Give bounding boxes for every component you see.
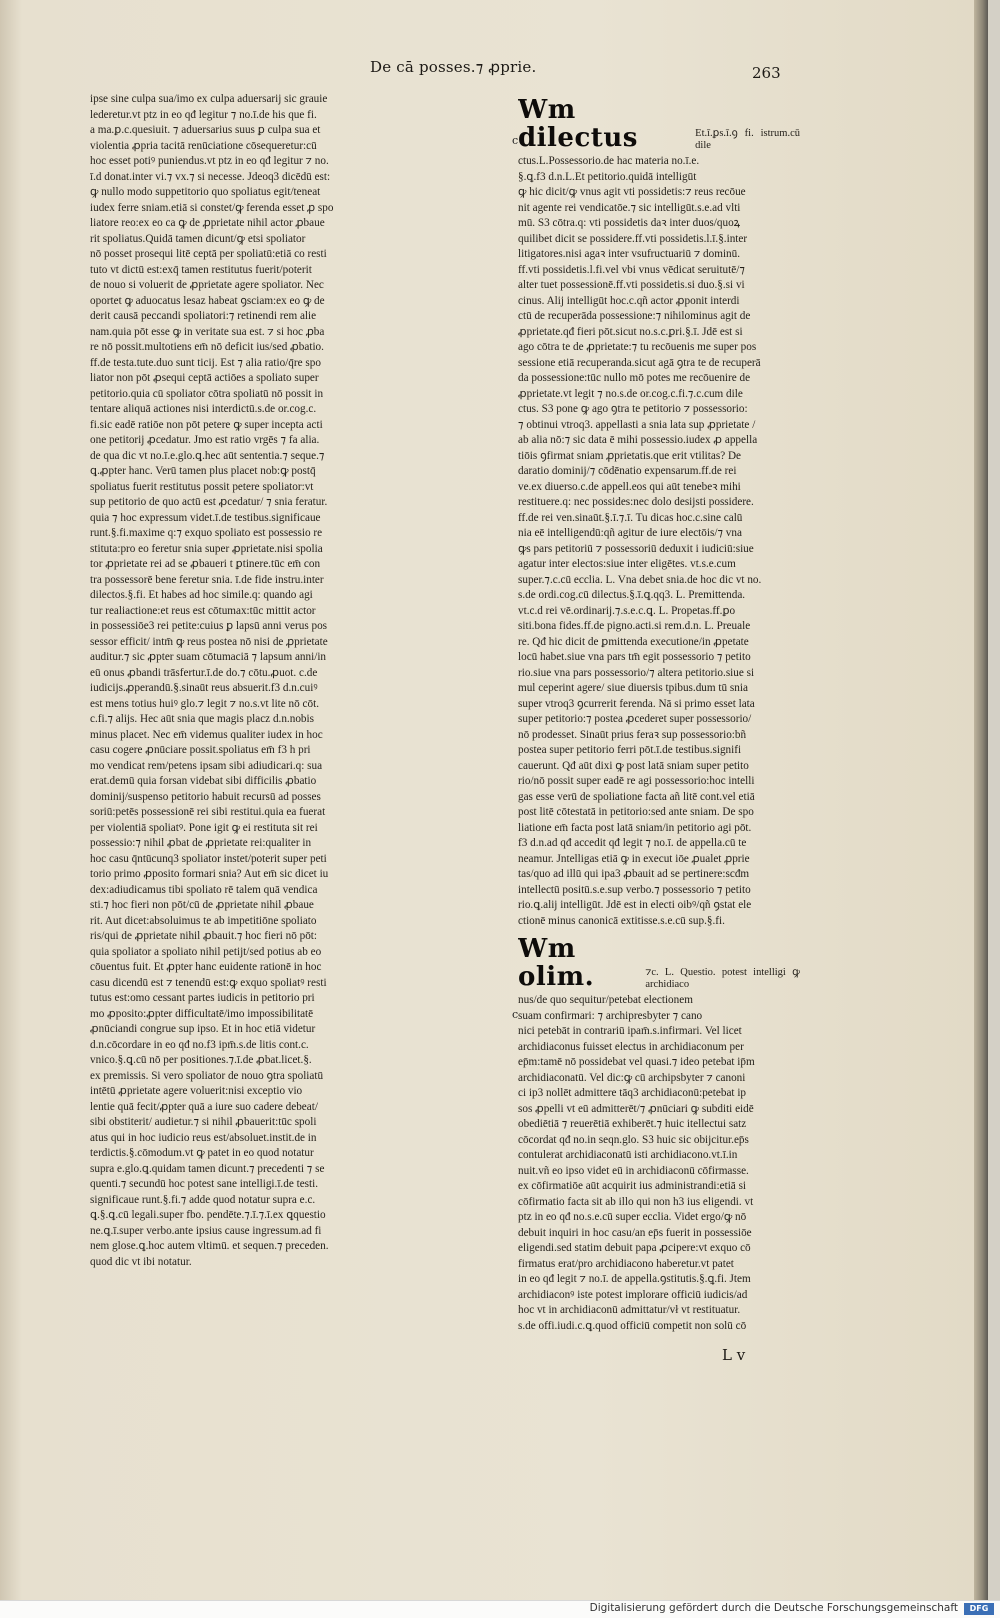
rubric-initial-2: Wm olim.	[518, 934, 595, 992]
running-title: De cā posses.⁊ ꝓprie.	[370, 58, 537, 76]
right-block-2-line: eligendi.sed statim debuit papa ꝓcipere:vt exquo cō	[518, 1242, 751, 1254]
left-column-lines-line: dex:adiudicamus tibi spoliato rē talem quā vendica	[90, 883, 318, 896]
right-block-1-line: nit agente rei vendicatōe.⁊ sic intelligūt.s.e.ad vlti	[518, 201, 741, 214]
right-block-1-line: agatur inter electos:siue inter eligētes. vt.s.e.cum	[518, 558, 736, 570]
left-column-lines-line: spoliatus fuerit restitutus possit petere spoliator:vt	[90, 480, 314, 493]
left-column-lines-line: ꝗ.ꝓpter hanc. Verū tamen plus placet nob:ꝙ postq̄	[90, 465, 316, 477]
right-block-1-line: cinus. Alij intelligūt hoc.c.qñ actor ꝓponit interdi	[518, 294, 740, 307]
margin-letter-2: c	[512, 1008, 519, 1021]
right-block-1-line: tas/quo ad illū qui ipa3 ꝓbauit ad se pertinere:scđm	[518, 868, 750, 880]
left-column-lines-line: casu cogere ꝓnūciare possit.spoliatus em̄ f3 h pri	[90, 744, 311, 756]
right-block-2-line: ep̄m:tamē nō possidebat vel quasi.⁊ ideo petebat ip̄m	[518, 1056, 755, 1068]
left-column-lines-line: nem glose.ꝗ.hoc autem vltimū. et sequen.⁊ preceden.	[90, 1240, 329, 1252]
left-column-lines-line: c.fi.⁊ alijs. Hec aūt snia que magis placz d.n.nobis	[90, 713, 314, 725]
right-block-1-line: da possessione:tūc nullo mō potes me recōuenire de	[518, 372, 751, 384]
left-column-lines-line: sup petitorio de quo actū est ꝓcedatur/ ⁊ snia feratur.	[90, 496, 328, 508]
left-column-lines-line: mo vendicat rem/petens ipsam sibi adiudicari.q: sua	[90, 759, 323, 772]
left-column-lines-line: auditur.⁊ sic ꝓpter suam cōtumaciā ⁊ lapsum anni/in	[90, 651, 327, 663]
left-column-lines-line: tor ꝓprietate rei ad se ꝓbaueri t ꝑtinere.tūc em̄ con	[90, 558, 321, 570]
right-block-1-line: quilibet dicit se possidere.ff.vti possidetis.l.ī.§.inter	[518, 232, 748, 245]
left-column-lines-line: nam.quia pōt esse ꝙ in veritate sua est. ⁊ si hoc ꝓba	[90, 325, 325, 338]
right-block-2-line: firmatus erat/pro archidiacono haberetur.vt patet	[518, 1257, 734, 1270]
right-block-2-line: archidiaconus fuisset electus in archidiaconum per	[518, 1040, 744, 1053]
right-block-1-line: siti.bona fides.ff.de pigno.acti.si rem.d.n. L. Preuale	[518, 620, 751, 632]
left-column-lines-line: sibi obstiterit/ audietur.⁊ si nihil ꝓbauerit:tūc spoli	[90, 1116, 317, 1128]
digitization-footer	[0, 1600, 1000, 1618]
left-column-lines-line: sessor efficit/ intm̄ ꝙ reus postea nō nisi de ꝓprietate	[90, 635, 328, 648]
left-column-lines-line: terdictis.§.cōmodum.vt ꝙ patet in eo quod notatur	[90, 1147, 314, 1159]
rubric-1-tail: Et.ī.ꝑs.ī.ꝯ fi. istrum.cū dile	[695, 128, 800, 151]
right-block-2-line: ptz in eo qđ no.s.e.cū super ecclia. Videt ergo/ꝙ nō	[518, 1211, 747, 1223]
right-block-2-line: obediētiā ⁊ reuerētiā exhiberēt.⁊ huic itellectui satz	[518, 1118, 747, 1130]
left-column-lines-line: tra possessorē bene feretur snia. ī.de fide instru.inter	[90, 573, 324, 586]
right-block-1-line: nō prodesset. Sinaūt prius feraꝛ sup possessorio:bñ	[518, 728, 747, 741]
right-block-2-line: ci ip3 nollēt admittere tāq3 archidiaconū:petebat ip	[518, 1087, 747, 1099]
right-block-2-line: cōcordat qđ no.in seqn.glo. S3 huic sic obijcitur.ep̄s	[518, 1133, 749, 1146]
left-column-lines-line: in possessiōe3 rei petite:cuius ꝑ lapsū anni verus pos	[90, 620, 328, 632]
left-column-lines-line: rit spoliatus.Quidā tamen dicunt/ꝙ etsi spoliator	[90, 232, 306, 245]
left-column-lines-line: ꝓnūciandi congrue sup ipso. Et in hoc etiā videtur	[90, 1023, 316, 1035]
left-column-lines-line: d.n.cōcordare in eo qđ no.f3 ipm̄.s.de litis cont.c.	[90, 1038, 309, 1051]
right-block-1-line: ff.vti possidetis.l.fi.vel vbi vnus vēdicat seruitutē/⁊	[518, 263, 745, 276]
left-column-lines-line: iudex ferre sniam.etiā si constet/ꝙ ferenda esset ꝓ spo	[90, 201, 334, 214]
left-column-lines-line: erat.demū quia forsan videbat sibi difficilis ꝓbatio	[90, 775, 317, 787]
left-column-lines-line: liator non pōt ꝓsequi ceptā actiōes a spoliato super	[90, 372, 319, 384]
right-block-1-line: rio.siue vna pars possessorio/⁊ altera petitorio.siue si	[518, 666, 755, 679]
rubric-initial-1: Wm dilectus	[518, 95, 638, 153]
right-block-1-line: post litē cōtestatā in petitorio:sed ante sniam. De spo	[518, 806, 754, 818]
left-column-lines-line: oportet ꝙ aduocatus lesaz habeat ꝯsciam:ex eo ꝙ de	[90, 294, 325, 307]
left-column-lines-line: de nouo si voluerit de ꝓprietate agere spoliator. Nec	[90, 279, 324, 291]
left-column-lines-line: ipse sine culpa sua/imo ex culpa aduersarij sic grauie	[90, 93, 328, 105]
left-column-lines-line: ī.d donat.inter vi.⁊ vx.⁊ si necesse. Jdeoq3 dicēdū est:	[90, 170, 331, 183]
right-block-2-line: nus/de quo sequitur/petebat electionem	[518, 994, 693, 1006]
right-block-2-line: nici petebāt in contrariū ipam̄.s.infirmari. Vel licet	[518, 1025, 742, 1037]
right-block-1-line: re. Qđ hic dicit de ꝑmittenda executione/in ꝓpetate	[518, 635, 749, 648]
left-column-lines-line: violentia ꝓpria tacitā renūciatione cōsequeretur:cū	[90, 139, 317, 152]
footer-credit: Digitalisierung gefördert durch die Deutsche Forschungsgemeinschaft	[589, 1602, 958, 1614]
right-block-1-line: liatione em̄ facta post latā sniam/in petitorio agi pōt.	[518, 821, 752, 834]
commentary-block-2	[518, 993, 800, 1332]
left-column-lines-line: a ma.ꝑ.c.quesiuit. ⁊ aduersarius suus ꝑ culpa sua et	[90, 124, 321, 136]
signature-mark: L v	[722, 1346, 746, 1364]
right-block-1-line: ꝙs pars petitoriū ⁊ possessoriū deduxit i iudiciū:siue	[518, 542, 754, 555]
left-column-lines-line: de qua dic vt no.ī.e.glo.ꝗ.hec aūt sententia.⁊ seque.⁊	[90, 449, 325, 462]
right-block-1-line: cauerunt. Qđ aūt dixi ꝙ post latā sniam super petito	[518, 759, 749, 772]
left-column-lines-line: soriū:petēs possessionē rei sibi restitui.quia ea fuerat	[90, 806, 326, 818]
left-column-lines-line: quia spoliator a spoliato nihil petijt/sed potius ab eo	[90, 945, 322, 958]
left-column-lines-line: lentie quā fecit/ꝓpter quā a iure suo cadere debeat/	[90, 1100, 318, 1113]
right-block-1-line: locū habet.siue vna pars tm̄ egit possessorio ⁊ petito	[518, 651, 751, 663]
left-column-lines-line: torio primo ꝓposito formari snia? Aut em̄ sic dicet iu	[90, 868, 329, 880]
left-column-lines-line: ff.de testa.tute.duo sunt ticij. Est ⁊ alia ratio/q̄re spo	[90, 356, 321, 369]
right-block-1-line: super petitorio:⁊ postea ꝓcederet super possessorio/	[518, 713, 752, 725]
right-block-1-line: postea super petitorio ferri pōt.ī.de testibus.signifi	[518, 744, 742, 756]
right-block-1-line: tiōis ꝯfirmat sniam ꝓprietatis.que erit vtilitas? De	[518, 449, 742, 462]
left-column-lines-line: nō posset prosequi litē ceptā per spoliatū:etiā co resti	[90, 248, 327, 260]
right-block-1-line: neamur. Jntelligas etiā ꝙ in execut iōe ꝓualet ꝓprie	[518, 852, 750, 865]
left-column-lines-line: cōuentus fuit. Et ꝓpter hanc euidente rationē in hoc	[90, 961, 322, 973]
right-block-1-line: rio.ꝗ.alij intelligūt. Jdē est in electi oibꝰ/qñ ꝯstat ele	[518, 899, 752, 911]
right-block-2-line: archidiaconatū. Vel dic:ꝙ cū archipsbyter ⁊ canoni	[518, 1071, 746, 1084]
left-column-lines-line: significaue runt.§.fi.⁊ adde quod notatur supra e.c.	[90, 1193, 316, 1206]
left-column-lines-line: intētū ꝓprietate agere voluerit:nisi exceptio vio	[90, 1085, 303, 1097]
left-column-lines-line: liatore reo:ex eo ca ꝙ de ꝓprietate nihil actor ꝓbaue	[90, 217, 325, 229]
right-block-1-line: ꝓprietate.qđ fieri pōt.sicut no.s.c.ꝑri.§.ī. Jdē est si	[518, 325, 743, 338]
left-column-lines-line: derit causā peccandi spoliatori:⁊ retinendi rem alie	[90, 310, 317, 322]
left-column-lines-line: eū onus ꝓbandi trāsfertur.ī.de do.⁊ cōtu.ꝓuot. c.de	[90, 666, 318, 679]
right-block-1-line: super vtroq3 ꝯcurrerit ferenda. Nā si primo esset lata	[518, 697, 755, 710]
left-column-lines-line: per violentiā spoliatꝰ. Pone igit ꝙ ei restituta sit rei	[90, 821, 318, 834]
rubric-heading-2	[518, 935, 800, 991]
left-column-lines-line: ne.ꝗ.ī.super verbo.ante ipsius cause ingressum.ad fi	[90, 1224, 322, 1237]
left-column-lines-line: stituta:pro eo feretur snia super ꝓprietate.nisi spolia	[90, 542, 323, 555]
left-column-lines-line: ex premissis. Si vero spoliator de nouo ꝯtra spoliatū	[90, 1069, 324, 1082]
left-column-lines-line: casu dicendū est ⁊ tenendū est:ꝙ exquo spoliatꝰ resti	[90, 976, 327, 989]
right-block-2-line: s.de offi.iudi.c.ꝗ.quod officiū competit non solū cō	[518, 1319, 747, 1332]
right-block-1-line: ꝓprietate.vt legit ⁊ no.s.de or.cog.c.fi.⁊.c.cum dile	[518, 387, 743, 400]
right-block-1-line: ab alia nō:⁊ sic data ē mihi possessio.iudex ꝓ appella	[518, 434, 758, 446]
right-block-1-line: ctus. S3 pone ꝙ ago ꝯtra te petitorio ⁊ possessorio:	[518, 403, 748, 415]
left-column-lines-line: sti.⁊ hoc fieri non pōt/cū de ꝓprietate nihil ꝓbaue	[90, 899, 314, 911]
right-block-1-line: ꝙ hic dicit/ꝙ vnus agit vti possidetis:⁊ reus recōue	[518, 186, 746, 198]
left-column-lines-line: minus placet. Nec em̄ videmus qualiter iudex in hoc	[90, 728, 323, 741]
left-column-lines-line: runt.§.fi.maxime q:⁊ exquo spoliato est possessio re	[90, 527, 323, 539]
right-block-1-line: ctionē minus canonicā extitisse.s.e.cū sup.§.fi.	[518, 914, 725, 927]
folio-number: 263	[752, 64, 781, 82]
left-column-text	[90, 92, 448, 1382]
right-block-1-line: intellectū positū.s.e.sup verbo.⁊ possessorio ⁊ petito	[518, 883, 751, 896]
left-column-lines-line: tentare aliquā actiones nisi interdictū.s.de or.cog.c.	[90, 403, 317, 415]
right-block-2-line: cōfirmatio facta sit ab illo qui non h3 ius eligendi. vt	[518, 1195, 754, 1208]
left-column-lines-line: rit. Aut dicet:absoluimus te ab impetitiōne spoliato	[90, 914, 317, 927]
book-edge	[974, 0, 988, 1600]
left-column-lines-line: vnico.§.ꝗ.cū nō per positiones.⁊.ī.de ꝓbat.licet.§.	[90, 1054, 312, 1066]
left-column-lines-line: re nō possit.multotiens em̄ nō deficit ius/sed ꝓbatio.	[90, 341, 324, 353]
left-column-lines-line: quod dic vt ibi notatur.	[90, 1255, 192, 1268]
right-column-text	[518, 92, 800, 1332]
right-block-1-line: ve.ex diuerso.c.de appell.eos qui aūt tenebeꝛ mihi	[518, 480, 741, 493]
right-block-1-line: §.ꝗ.f3 d.n.L.Et petitorio.quidā intelligūt	[518, 170, 697, 183]
right-block-1-line: mū. S3 cōtra.q: vti possidetis daꝛ inter duos/quoꝝ	[518, 217, 741, 229]
left-column-lines-line: one petitorij ꝓcedatur. Jmo est ratio vrgēs ⁊ fa alia.	[90, 434, 320, 446]
right-block-2-line: nuit.vñ eo ipso videt eū in archidiaconū cōfirmasse.	[518, 1164, 749, 1177]
right-block-1-line: vt.c.d rei vē.ordinarij.⁊.s.e.c.ꝗ. L. Propetas.ff.ꝑo	[518, 604, 736, 617]
left-column-lines-line: tutus est:omo cessant partes iudicis in petitorio pri	[90, 992, 315, 1004]
margin-letter-1: c	[512, 134, 519, 147]
right-block-2-line: ex cōfirmatiōe aūt acquirit ius administrandi:etiā si	[518, 1180, 747, 1192]
right-block-1-line: ⁊ obtinui vtroq3. appellasti a snia lata sup ꝓprietate /	[518, 418, 756, 431]
left-column-lines-line: hoc casu q̄ntūcunq3 spoliator instet/poterit super peti	[90, 852, 327, 865]
right-block-1-line: gas esse verū de spoliatione facta añ litē cont.vel etiā	[518, 790, 755, 803]
right-block-2-line: suam confirmari: ⁊ archipresbyter ⁊ cano	[518, 1009, 703, 1022]
left-column-lines-line: tuto vt dictū est:exq̄ tamen restitutus fuerit/poterit	[90, 263, 312, 276]
dfg-logo: DFG	[964, 1603, 994, 1615]
left-column-lines-line: ꝙ nullo modo suppetitorio quo spoliatus egit/teneat	[90, 186, 321, 198]
left-column-lines-line: lederetur.vt ptz in eo qđ legitur ⁊ no.ī.de his que fi.	[90, 108, 317, 121]
right-block-1-line: ff.de rei ven.sinaūt.§.ī.⁊.ī. Tu dicas hoc.c.sine calū	[518, 511, 743, 524]
left-column-lines-line: petitorio.quia cū spoliator cōtra spoliatū nō possit in	[90, 387, 324, 400]
right-block-1-line: s.de ordi.cog.cū dilectus.§.ī.ꝗ.qq3. L. Premittenda.	[518, 589, 746, 601]
left-column-lines-line: ꝗ.§.ꝗ.cū legali.super fbo. pendēte.⁊.ī.⁊.ī.ex ꝗquestio	[90, 1209, 326, 1221]
left-column-lines-line: supra e.glo.ꝗ.quidam tamen dicunt.⁊ precedenti ⁊ se	[90, 1162, 325, 1175]
right-block-2-line: debuit inquiri in hoc casu/an ep̄s fuerit in possessiōe	[518, 1226, 752, 1239]
left-column-lines-line: quenti.⁊ secundū hoc potest sane intelligi.ī.de testi.	[90, 1178, 319, 1190]
right-block-1-line: sessione etiā recuperanda.sicut agā ꝯtra te de recuperā	[518, 356, 761, 369]
left-column-lines-line: tur realiactione:et reus est cōtumax:tūc mittit actor	[90, 604, 316, 617]
right-block-1-line: f3 d.n.ad qđ accedit qđ legit ⁊ no.ī. de appella.cū te	[518, 837, 747, 849]
left-column-lines-line: dominij/suspenso petitorio habuit recursū ad posses	[90, 790, 321, 803]
right-block-1-line: restituere.q: nec possides:nec dolo desijsti possidere.	[518, 496, 754, 508]
right-block-1-line: mul ceperint agere/ siue diuersis tpibus.dum tū snia	[518, 682, 748, 694]
left-column-lines-line: mo ꝓposito:ꝓpter difficultatē/imo impossibilitatē	[90, 1007, 314, 1020]
right-block-2-line: contulerat archidiaconatū isti archidiacono.vt.ī.in	[518, 1149, 738, 1161]
rubric-heading-1	[518, 96, 800, 152]
right-block-1-line: litigatores.nisi agaꝛ inter vsufructuariū ⁊ dominū.	[518, 248, 741, 260]
right-block-1-line: ctus.L.Possessorio.de hac materia no.ī.e.	[518, 155, 700, 167]
right-block-1-line: ago cōtra te de ꝓprietate:⁊ tu recōuenis me super pos	[518, 341, 757, 353]
right-block-1-line: nia eē intelligendū:qñ agitur de iure electōis/⁊ vna	[518, 527, 742, 539]
left-column-lines-line: hoc esset potiꝰ puniendus.vt ptz in eo qđ legitur ⁊ no.	[90, 155, 329, 167]
rubric-2-tail: ⁊c. L. Questio. potest intelligi ꝙ archidiaco	[645, 967, 800, 990]
right-block-1-line: alter tuet possessionē.ff.vti possidetis.si duo.§.si vi	[518, 279, 745, 291]
commentary-block-1	[518, 154, 800, 929]
right-block-1-line: super.⁊.c.cū ecclia. L. Vna debet snia.de hoc dic vt no.	[518, 573, 762, 586]
left-column-lines-line: fi.sic eadē ratiōe non pōt petere ꝙ super incepta acti	[90, 418, 323, 431]
left-column-lines-line: iudicijs.ꝓperandū.§.sinaūt reus absuerit.f3 d.n.cuiꝰ	[90, 682, 318, 694]
right-block-1-line: daratio dominij/⁊ cōdēnatio expensarum.ff.de rei	[518, 465, 737, 477]
left-column-lines-line: possessio:⁊ nihil ꝓbat de ꝓprietate rei:qualiter in	[90, 837, 312, 849]
left-column-lines-line: ris/qui de ꝓprietate nihil ꝓbauit.⁊ hoc fieri nō pōt:	[90, 930, 318, 942]
left-column-lines-line: atus qui in hoc iudicio reus est/absoluet.instit.de in	[90, 1131, 317, 1144]
left-column-lines-line: dilectos.§.fi. Et habes ad hoc simile.q: quando agi	[90, 589, 313, 601]
right-block-2-line: archidiaconꝰ iste potest implorare officiū iudicis/ad	[518, 1288, 748, 1301]
right-block-2-line: sos ꝓpelli vt eū admitterēt/⁊ ꝓnūciari ꝙ subditi eidē	[518, 1102, 754, 1115]
right-block-1-line: ctū de recuperāda possessione:⁊ nihilominus agit de	[518, 310, 751, 322]
right-block-2-line: hoc vt in archidiaconū admittatur/vł vt restituatur.	[518, 1304, 741, 1316]
right-block-2-line: in eo qđ legit ⁊ no.ī. de appella.ꝯstitutis.§.ꝗ.fi. Jtem	[518, 1273, 751, 1285]
left-column-lines-line: quia ⁊ hoc expressum videt.ī.de testibus.significaue	[90, 511, 321, 524]
left-column-lines-line: est mens totius huiꝰ glo.⁊ legit ⁊ no.s.vt lite nō cōt.	[90, 697, 320, 710]
right-block-1-line: rio/nō possit super eadē re agi possessorio:hoc intelli	[518, 775, 755, 787]
